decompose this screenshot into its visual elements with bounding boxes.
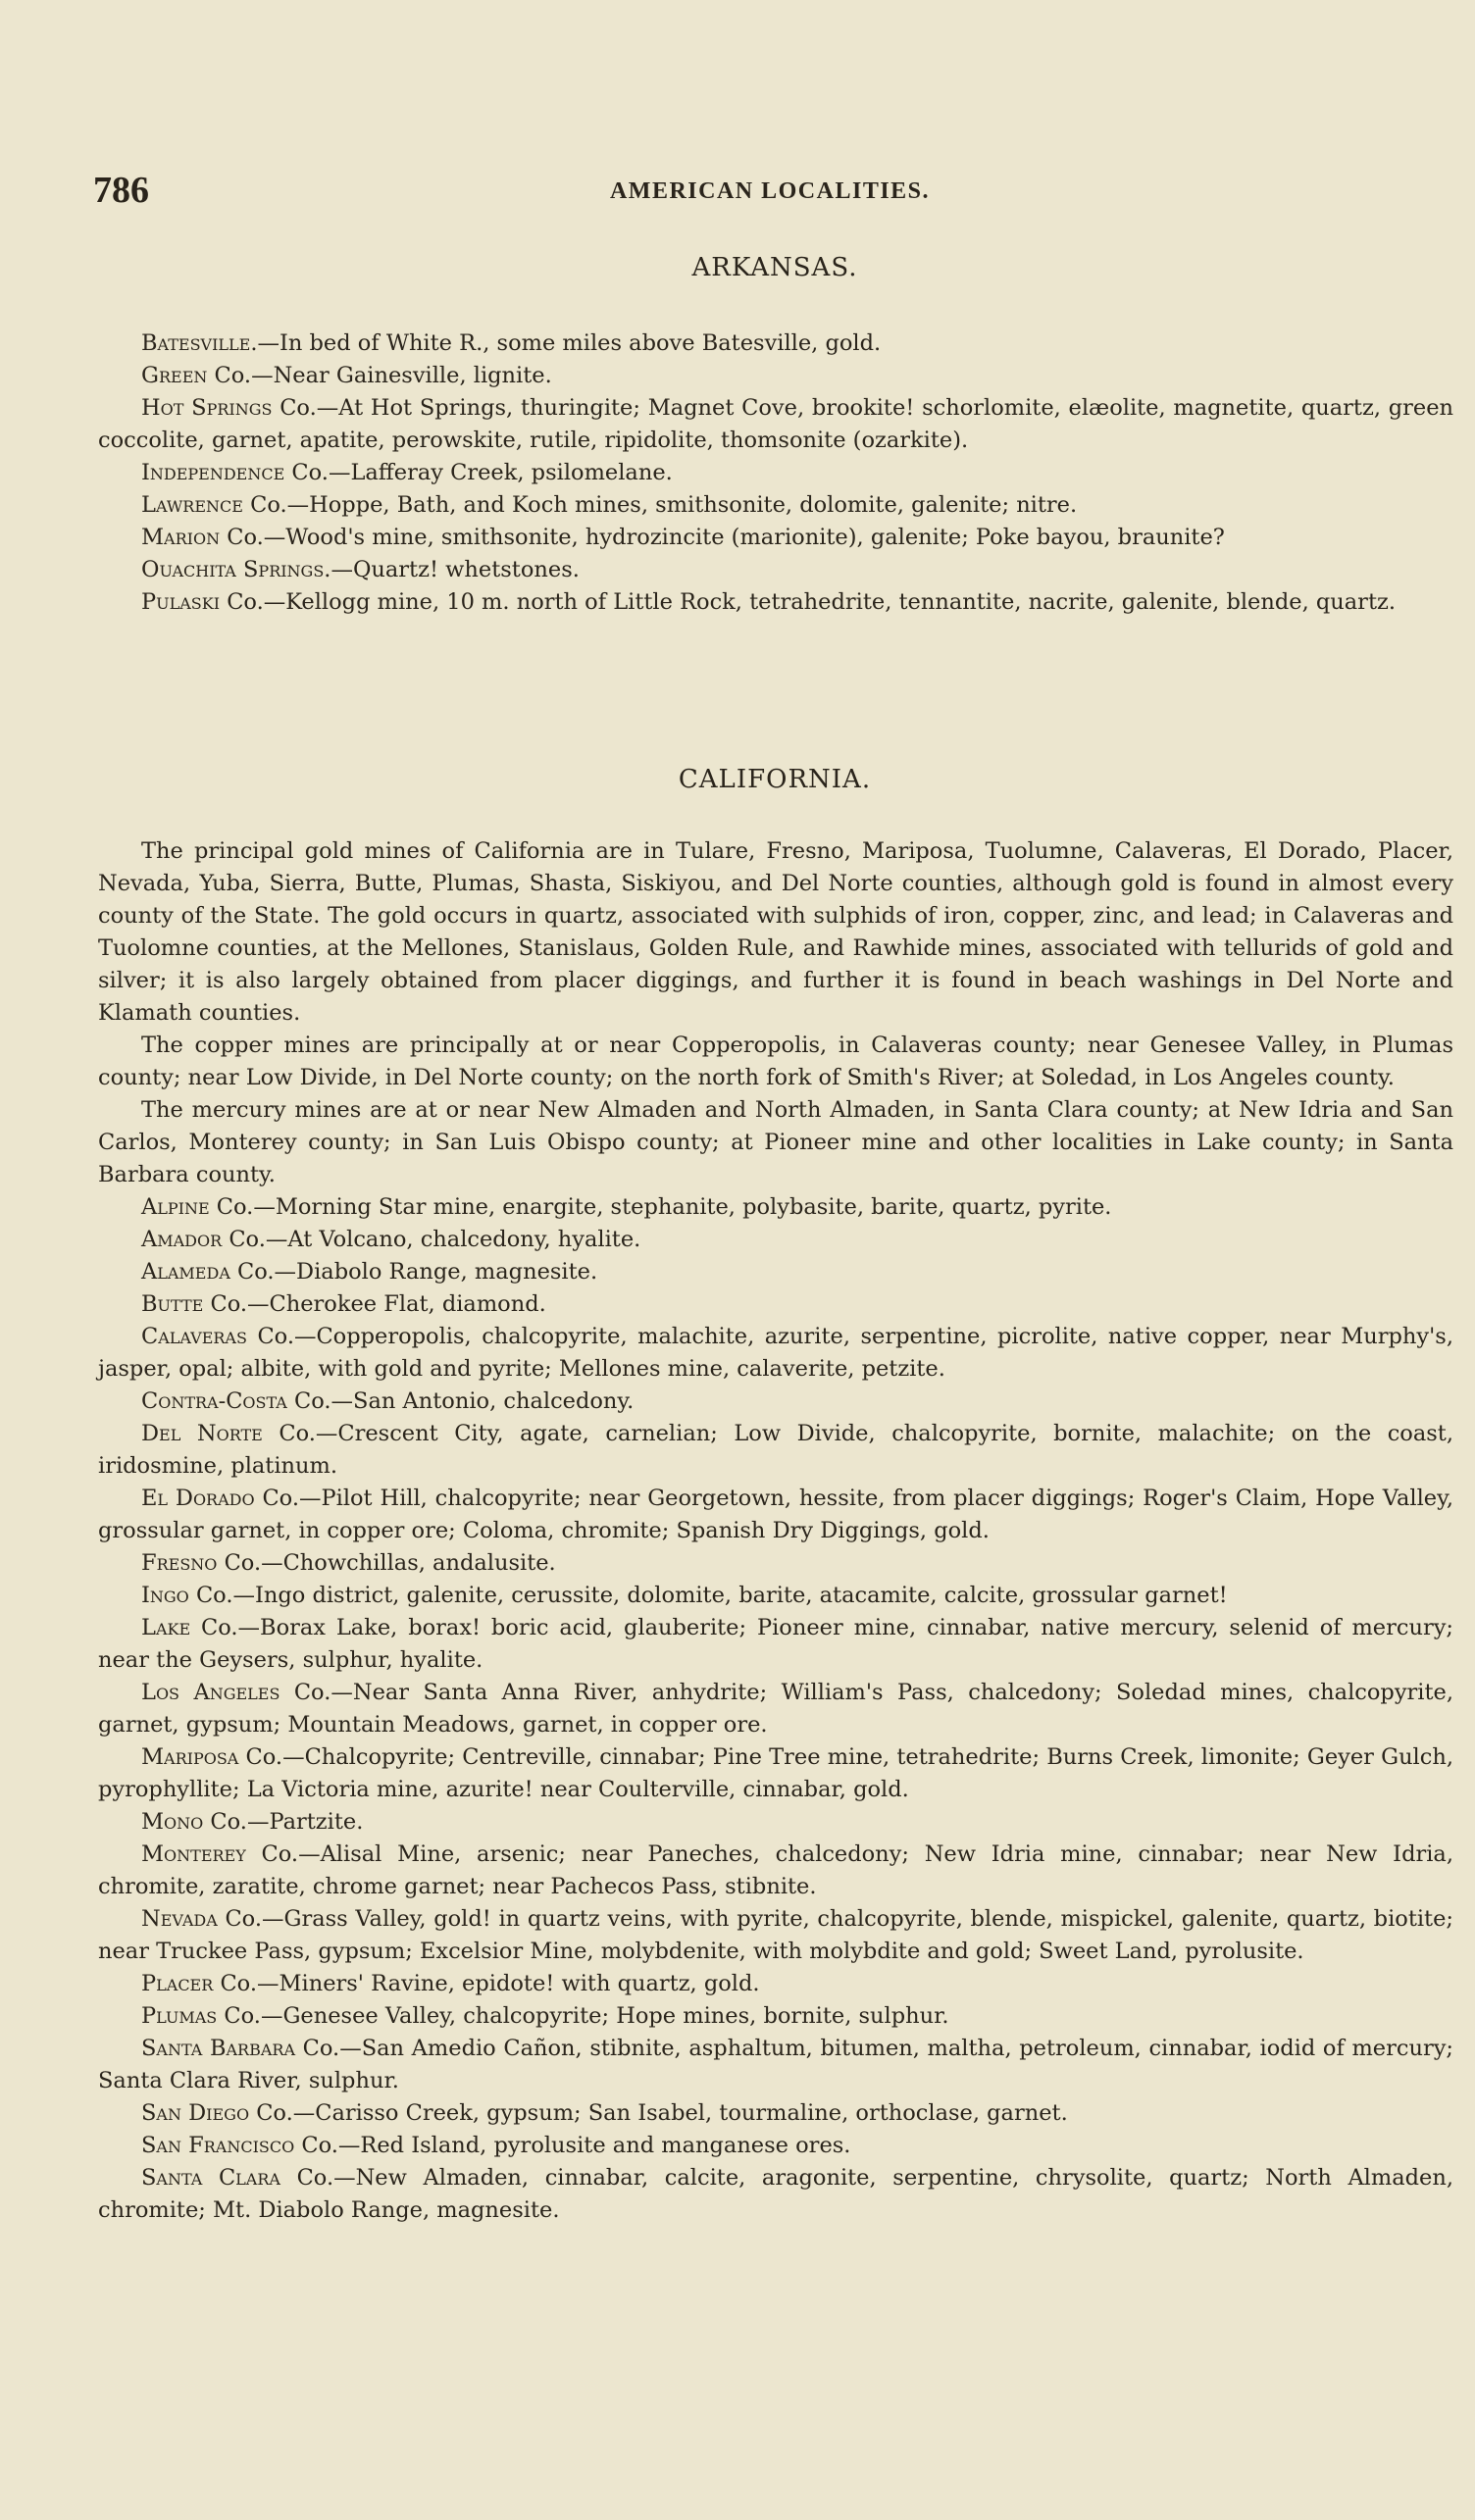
county-name: Placer bbox=[141, 1971, 214, 1996]
county-name: Alpine bbox=[141, 1194, 210, 1220]
locality-text: —Lafferay Creek, psilomelane. bbox=[328, 460, 673, 485]
county-name: Santa Clara bbox=[141, 2165, 280, 2191]
locality-entry bbox=[98, 1677, 1453, 1741]
county-name: Del Norte bbox=[141, 1421, 263, 1446]
locality-text: —Borax Lake, borax! boric acid, glauberite; Pioneer mine, cinnabar, native mercury, selenid of mercury; near the Geysers, sulphur, hyalite. bbox=[98, 1615, 1454, 1673]
county-name: Lake bbox=[141, 1615, 191, 1640]
county-name: Nevada bbox=[141, 1906, 218, 1932]
county-suffix: Co. bbox=[203, 1809, 247, 1835]
county-suffix: Co. bbox=[246, 1324, 294, 1349]
county-suffix: Co. bbox=[220, 589, 264, 615]
county-suffix: Co. bbox=[213, 1971, 257, 1996]
locality-text: —Chalcopyrite; Centreville, cinnabar; Pine Tree mine, tetrahedrite; Burns Creek, limonite; Geyer Gulch, pyrophyllite; La Victoria mine, azurite! near Coulterville, cinnabar, gold. bbox=[98, 1744, 1453, 1802]
locality-text: —Hoppe, Bath, and Koch mines, smithsonite, dolomite, galenite; nitre. bbox=[286, 492, 1078, 518]
locality-text: —Pilot Hill, chalcopyrite; near Georgetown, hessite, from placer diggings; Roger's Claim, Hope Valley, grossular garnet, in copper ore; Coloma, chromite; Spanish Dry Diggings, gold. bbox=[98, 1486, 1453, 1543]
locality-entry bbox=[98, 1288, 1453, 1321]
locality-text: —Grass Valley, gold! in quartz veins, with pyrite, chalcopyrite, blende, mispickel, galenite, quartz, biotite; near Truckee Pass, gypsum; Excelsior Mine, molybdenite, with molybdite and gold; Sweet Land, pyrolusite. bbox=[98, 1906, 1453, 1964]
locality-entry bbox=[98, 2130, 1453, 2162]
county-name: Los Angeles bbox=[141, 1680, 280, 1705]
county-suffix: Co. bbox=[280, 1680, 331, 1705]
locality-entry bbox=[98, 1386, 1453, 1418]
county-suffix: Co. bbox=[238, 1744, 283, 1770]
locality-entry bbox=[98, 1903, 1453, 1968]
locality-entry bbox=[98, 554, 1453, 586]
locality-entry bbox=[98, 2000, 1453, 2033]
intro-paragraph: The principal gold mines of California are in Tulare, Fresno, Mariposa, Tuolumne, Calaveras, El Dorado, Placer, Nevada, Yuba, Sierra, Butte, Plumas, Shasta, Siskiyou, and Del Norte counties, although gold is found in almost every county of the State. The gold occurs in quartz, associated with sulphids of iron, copper, zinc, and lead; in Calaveras and Tuolomne counties, at the Mellones, Stanislaus, Golden Rule, and Rawhide mines, associated with tellurids of gold and silver; it is also largely obtained from placer diggings, and further it is found in beach washings in Del Norte and Klamath counties. bbox=[98, 838, 1453, 1026]
locality-entry bbox=[98, 1741, 1453, 1806]
county-name: Pulaski bbox=[141, 589, 221, 615]
county-suffix: Co. bbox=[188, 1583, 233, 1608]
county-suffix: Co. bbox=[217, 2003, 261, 2029]
county-suffix: Co. bbox=[217, 1550, 262, 1576]
county-suffix: Co. bbox=[280, 2165, 334, 2191]
arkansas-heading: ARKANSAS. bbox=[691, 253, 858, 282]
county-name: Calaveras bbox=[141, 1324, 247, 1349]
locality-entry bbox=[98, 586, 1453, 619]
locality-entry bbox=[98, 1839, 1453, 1903]
county-suffix: Co. bbox=[242, 492, 287, 518]
locality-text: —Crescent City, agate, carnelian; Low Divide, chalcopyrite, bornite, malachite; on the coast, iridosmine, platinum. bbox=[98, 1421, 1453, 1479]
locality-entry bbox=[98, 1612, 1453, 1677]
county-suffix: Co. bbox=[254, 1486, 299, 1511]
county-name: Batesville. bbox=[141, 330, 258, 356]
county-name: Plumas bbox=[141, 2003, 218, 2029]
intro-paragraph: The copper mines are principally at or near Copperopolis, in Calaveras county; near Genesee Valley, in Plumas county; near Low Divide, in Del Norte county; on the north fork of Smith's River; at Soledad, in Los Angeles county. bbox=[98, 1033, 1453, 1090]
locality-text: —Copperopolis, chalcopyrite, malachite, azurite, serpentine, picrolite, native copper, near Murphy's, jasper, opal; albite, with gold and pyrite; Mellones mine, calaverite, petzite. bbox=[98, 1324, 1453, 1382]
locality-text: —San Amedio Cañon, stibnite, asphaltum, bitumen, maltha, petroleum, cinnabar, iodid of mercury; Santa Clara River, sulphur. bbox=[98, 2036, 1454, 2093]
locality-entry bbox=[98, 1418, 1453, 1483]
county-name: Mono bbox=[141, 1809, 204, 1835]
locality-text: —Alisal Mine, arsenic; near Paneches, chalcedony; New Idria mine, cinnabar; near New Idria, chromite, zaratite, chrome garnet; near Pachecos Pass, stibnite. bbox=[98, 1841, 1453, 1899]
locality-text: —In bed of White R., some miles above Batesville, gold. bbox=[257, 330, 882, 356]
locality-text: —San Antonio, chalcedony. bbox=[331, 1388, 635, 1414]
locality-text: —Kellogg mine, 10 m. north of Little Rock, tetrahedrite, tennantite, nacrite, galenite, blende, quartz. bbox=[263, 589, 1396, 615]
locality-text: —Cherokee Flat, diamond. bbox=[247, 1291, 546, 1317]
locality-entry bbox=[98, 1224, 1453, 1256]
county-name: Amador bbox=[141, 1227, 223, 1252]
county-name: Alameda bbox=[141, 1259, 230, 1285]
county-name: Lawrence bbox=[141, 492, 243, 518]
county-name: Hot Springs bbox=[141, 395, 273, 421]
locality-entry bbox=[98, 457, 1453, 489]
county-name: Mariposa bbox=[141, 1744, 239, 1770]
county-suffix: Co. bbox=[245, 1841, 299, 1867]
locality-entry bbox=[98, 328, 1453, 360]
locality-text: —Miners' Ravine, epidote! with quartz, gold. bbox=[256, 1971, 760, 1996]
locality-entry bbox=[98, 489, 1453, 522]
running-head: AMERICAN LOCALITIES. bbox=[609, 178, 931, 204]
county-name: El Dorado bbox=[141, 1486, 255, 1511]
locality-entry bbox=[98, 1321, 1453, 1386]
locality-text: —Ingo district, galenite, cerussite, dolomite, barite, atacamite, calcite, grossular garnet! bbox=[232, 1583, 1228, 1608]
county-name: Independence bbox=[141, 460, 285, 485]
county-suffix: Co. bbox=[272, 395, 317, 421]
locality-text: —New Almaden, cinnabar, calcite, aragonite, serpentine, chrysolite, quartz; North Almaden, chromite; Mt. Diabolo Range, magnesite. bbox=[98, 2165, 1453, 2223]
county-suffix: Co. bbox=[222, 1227, 266, 1252]
locality-entry bbox=[98, 2033, 1453, 2097]
county-suffix: Co. bbox=[284, 460, 329, 485]
county-name: Ingo bbox=[141, 1583, 189, 1608]
locality-entry bbox=[98, 1547, 1453, 1580]
county-suffix: Co. bbox=[190, 1615, 238, 1640]
locality-entry bbox=[98, 1483, 1453, 1547]
county-name: Contra-Costa bbox=[141, 1388, 287, 1414]
county-name: Green bbox=[141, 363, 208, 388]
locality-entry bbox=[98, 360, 1453, 392]
page-number: 786 bbox=[93, 170, 149, 211]
county-name: Monterey bbox=[141, 1841, 246, 1867]
locality-text: —Diabolo Range, magnesite. bbox=[274, 1259, 598, 1285]
county-suffix: Co. bbox=[203, 1291, 248, 1317]
locality-text: —Quartz! whetstones. bbox=[331, 557, 580, 582]
county-suffix: Co. bbox=[220, 525, 264, 550]
california-heading: CALIFORNIA. bbox=[678, 765, 872, 794]
county-suffix: Co. bbox=[229, 1259, 275, 1285]
locality-entry bbox=[98, 1806, 1453, 1839]
county-suffix: Co. bbox=[294, 2133, 338, 2158]
intro-paragraph: The mercury mines are at or near New Almaden and North Almaden, in Santa Clara county; at New Idria and San Carlos, Monterey county; in San Luis Obispo county; at Pioneer mine and other localities in Lake county; in Santa Barbara county. bbox=[98, 1097, 1453, 1187]
county-name: Ouachita Springs. bbox=[141, 557, 331, 582]
locality-entry bbox=[98, 1256, 1453, 1288]
locality-entry bbox=[98, 2097, 1453, 2130]
locality-text: —Partzite. bbox=[246, 1809, 364, 1835]
locality-entry bbox=[98, 1191, 1453, 1224]
locality-text: —Near Santa Anna River, anhydrite; William's Pass, chalcedony; Soledad mines, chalcopyrite, garnet, gypsum; Mountain Meadows, garnet, in copper ore. bbox=[98, 1680, 1453, 1738]
county-name: Butte bbox=[141, 1291, 204, 1317]
locality-text: —Genesee Valley, chalcopyrite; Hope mines, bornite, sulphur. bbox=[260, 2003, 949, 2029]
locality-text: —Chowchillas, andalusite. bbox=[261, 1550, 556, 1576]
county-suffix: Co. bbox=[217, 1906, 262, 1932]
locality-text: —Red Island, pyrolusite and manganese ores. bbox=[337, 2133, 851, 2158]
locality-entry bbox=[98, 1968, 1453, 2000]
county-name: Fresno bbox=[141, 1550, 218, 1576]
california-section bbox=[98, 835, 1453, 2227]
county-suffix: Co. bbox=[295, 2036, 340, 2061]
locality-entry bbox=[98, 1580, 1453, 1612]
locality-text: —At Volcano, chalcedony, hyalite. bbox=[265, 1227, 641, 1252]
locality-text: —Carisso Creek, gypsum; San Isabel, tourmaline, orthoclase, garnet. bbox=[292, 2100, 1068, 2126]
county-suffix: Co. bbox=[249, 2100, 293, 2126]
locality-entry bbox=[98, 2162, 1453, 2227]
locality-text: —Morning Star mine, enargite, stephanite, polybasite, barite, quartz, pyrite. bbox=[253, 1194, 1112, 1220]
county-suffix: Co. bbox=[209, 1194, 254, 1220]
arkansas-section bbox=[98, 328, 1453, 619]
locality-entry bbox=[98, 392, 1453, 457]
county-suffix: Co. bbox=[286, 1388, 331, 1414]
county-name: Santa Barbara bbox=[141, 2036, 296, 2061]
locality-text: —Near Gainesville, lignite. bbox=[251, 363, 552, 388]
county-name: San Diego bbox=[141, 2100, 250, 2126]
locality-entry bbox=[98, 522, 1453, 554]
locality-text: —At Hot Springs, thuringite; Magnet Cove, brookite! schorlomite, elæolite, magnetite, quartz, green coccolite, garnet, apatite, perowskite, rutile, ripidolite, thomsonite (ozarkite). bbox=[98, 395, 1454, 453]
locality-text: —Wood's mine, smithsonite, hydrozincite (marionite), galenite; Poke bayou, braunite? bbox=[263, 525, 1225, 550]
county-name: Marion bbox=[141, 525, 221, 550]
county-suffix: Co. bbox=[262, 1421, 316, 1446]
county-suffix: Co. bbox=[207, 363, 252, 388]
county-name: San Francisco bbox=[141, 2133, 295, 2158]
